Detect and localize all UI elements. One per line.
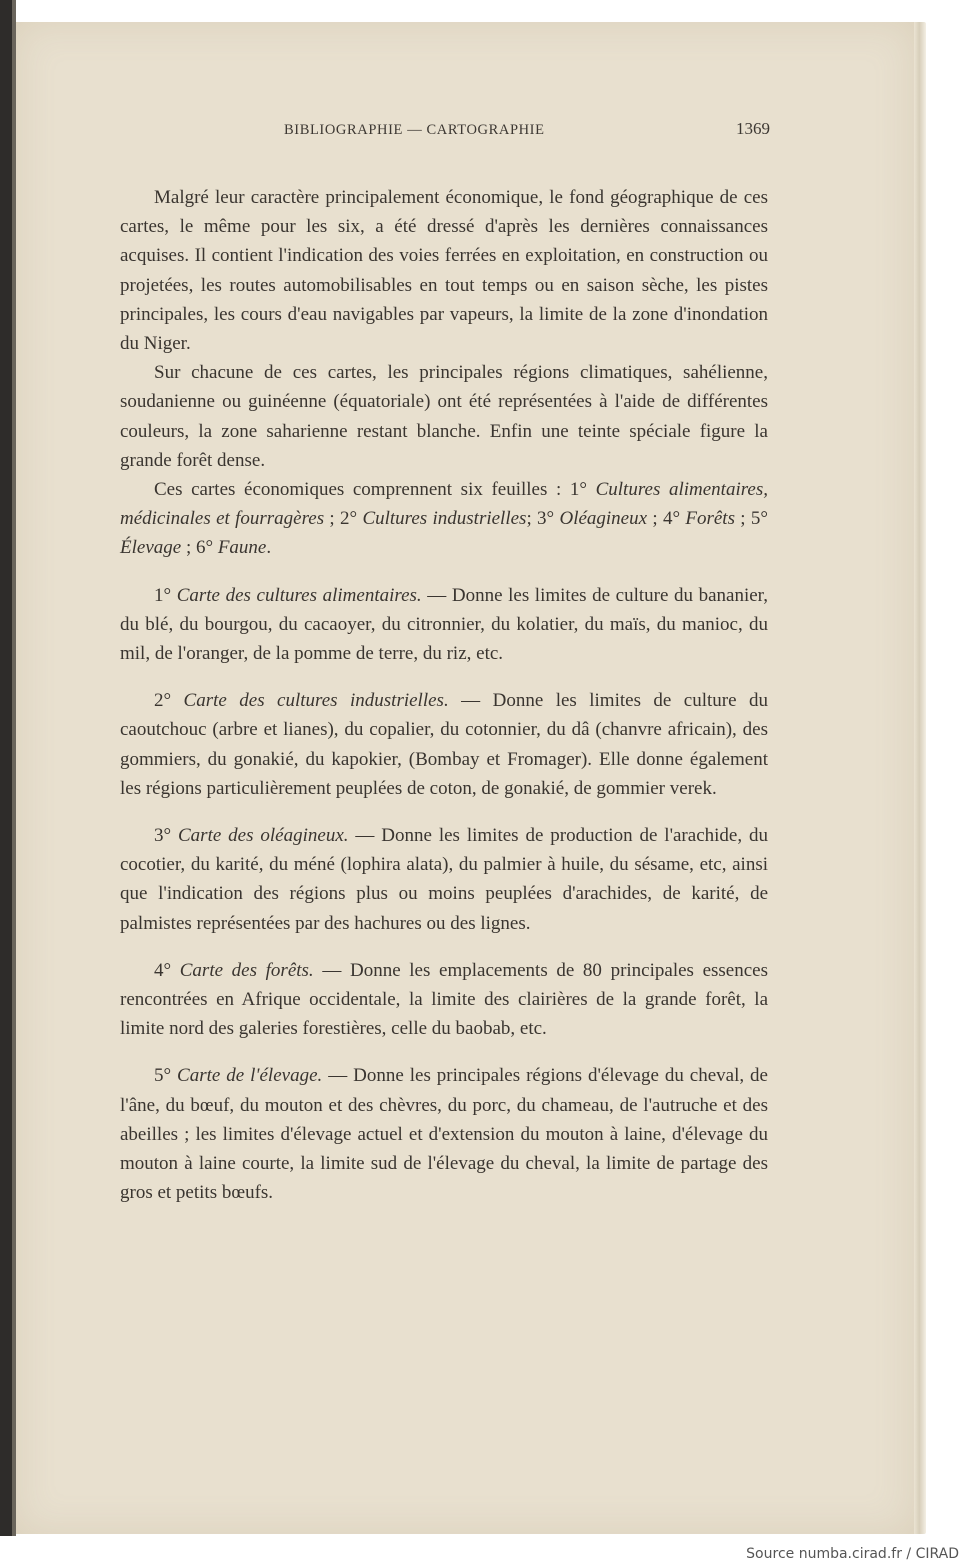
running-title: BIBLIOGRAPHIE — CARTOGRAPHIE bbox=[284, 122, 545, 138]
sheet-title-1: Cultures alimentaires, médicinales et fourragères bbox=[120, 479, 768, 530]
section-title: Carte des cultures industrielles. bbox=[183, 690, 449, 712]
section-cultures-industrielles bbox=[120, 686, 768, 803]
page-number: 1369 bbox=[736, 119, 770, 138]
section-elevage bbox=[120, 1061, 768, 1207]
section-text: — Donne les emplacements de 80 principales essences rencontrées en Afrique occidentale, la limite des clairières de la grande forêt, la limite nord des galeries forestières, celle du baobab, etc. bbox=[120, 959, 768, 1040]
sheet-title-5: Élevage bbox=[120, 537, 182, 559]
sheets-end: . bbox=[266, 537, 272, 559]
section-cultures-alimentaires bbox=[120, 581, 768, 669]
section-title: Carte des cultures alimentaires. bbox=[176, 584, 422, 606]
section-number: 3° bbox=[154, 825, 178, 847]
section-number: 2° bbox=[154, 690, 184, 712]
sheets-lead: Ces cartes économiques comprennent six feuilles : 1° bbox=[154, 479, 596, 501]
section-text: — Donne les limites de culture du bananier, du blé, du bourgou, du cacaoyer, du citronnier, du kolatier, du maïs, du manioc, du mil, de l'oranger, de la pomme de terre, du riz, etc. bbox=[120, 584, 768, 665]
section-title: Carte des forêts. bbox=[179, 959, 314, 981]
source-credit: Source numba.cirad.fr / CIRAD bbox=[746, 1546, 959, 1562]
sheet-title-3: Oléagineux bbox=[559, 508, 648, 530]
section-title: Carte de l'élevage. bbox=[177, 1065, 323, 1087]
book-binding bbox=[0, 0, 12, 1536]
section-number: 5° bbox=[154, 1065, 178, 1087]
section-oleagineux bbox=[120, 821, 768, 938]
sheet-sep-3: ; 4° bbox=[647, 508, 686, 530]
section-number: 1° bbox=[154, 584, 177, 606]
sheet-sep-4: ; 5° bbox=[734, 508, 768, 530]
section-text: — Donne les principales régions d'élevage du cheval, de l'âne, du bœuf, du mouton et des chèvres, du porc, du chameau, de l'autruche et des abeilles ; les limites d'élevage actuel et d'extension du mouton à laine, d'élevage du mouton à laine courte, la limite sud de l'élevage du cheval, la limite de partage des gros et petits bœufs. bbox=[120, 1065, 768, 1204]
page-body bbox=[120, 183, 768, 1208]
sheet-title-6: Faune bbox=[217, 537, 267, 559]
sheet-sep-2: ; 3° bbox=[526, 508, 560, 530]
section-title: Carte des oléagineux. bbox=[178, 825, 349, 847]
sheet-sep-1: ; 2° bbox=[324, 508, 363, 530]
section-number: 4° bbox=[154, 959, 180, 981]
paragraph-intro: Malgré leur caractère principalement économique, le fond géographique de ces cartes, le même pour les six, a été dressé d'après les dernières connaissances acquises. Il contient l'indication des voies ferrées en exploitation, en construction ou projetées, les routes automobilisables en tout temps ou en saison sèche, les pistes principales, les cours d'eau navigables par vapeurs, la limite de la zone d'inondation du Niger. bbox=[120, 187, 768, 355]
section-text: — Donne les limites de culture du caoutchouc (arbre et lianes), du copalier, du cotonnier, du dâ (chanvre africain), des gommiers, du gonakié, du kapokier, (Bombay et Fromager). Elle donne également les régions particulièrement peuplées de coton, de gonakié, de gommier verek. bbox=[120, 690, 768, 799]
paragraph-sheets bbox=[120, 475, 768, 563]
paragraph-climate: Sur chacune de ces cartes, les principales régions climatiques, sahélienne, soudanienne ou guinéenne (équatoriale) ont été représentées à l'aide de différentes couleurs, la zone saharienne restant blanche. Enfin une teinte spéciale figure la grande forêt dense. bbox=[120, 362, 768, 471]
sheet-title-2: Cultures industrielles bbox=[362, 508, 527, 530]
page-header bbox=[96, 118, 770, 146]
section-text: — Donne les limites de production de l'arachide, du cocotier, du karité, du méné (lophira alata), du palmier à huile, du sésame, etc, ainsi que l'indication des régions plus ou moins peuplées d'arachides, de karité, de palmistes représentées par des hachures ou des lignes. bbox=[120, 825, 768, 934]
sheet-sep-5: ; 6° bbox=[181, 537, 218, 559]
section-forets bbox=[120, 956, 768, 1044]
sheet-title-4: Forêts bbox=[685, 508, 735, 530]
